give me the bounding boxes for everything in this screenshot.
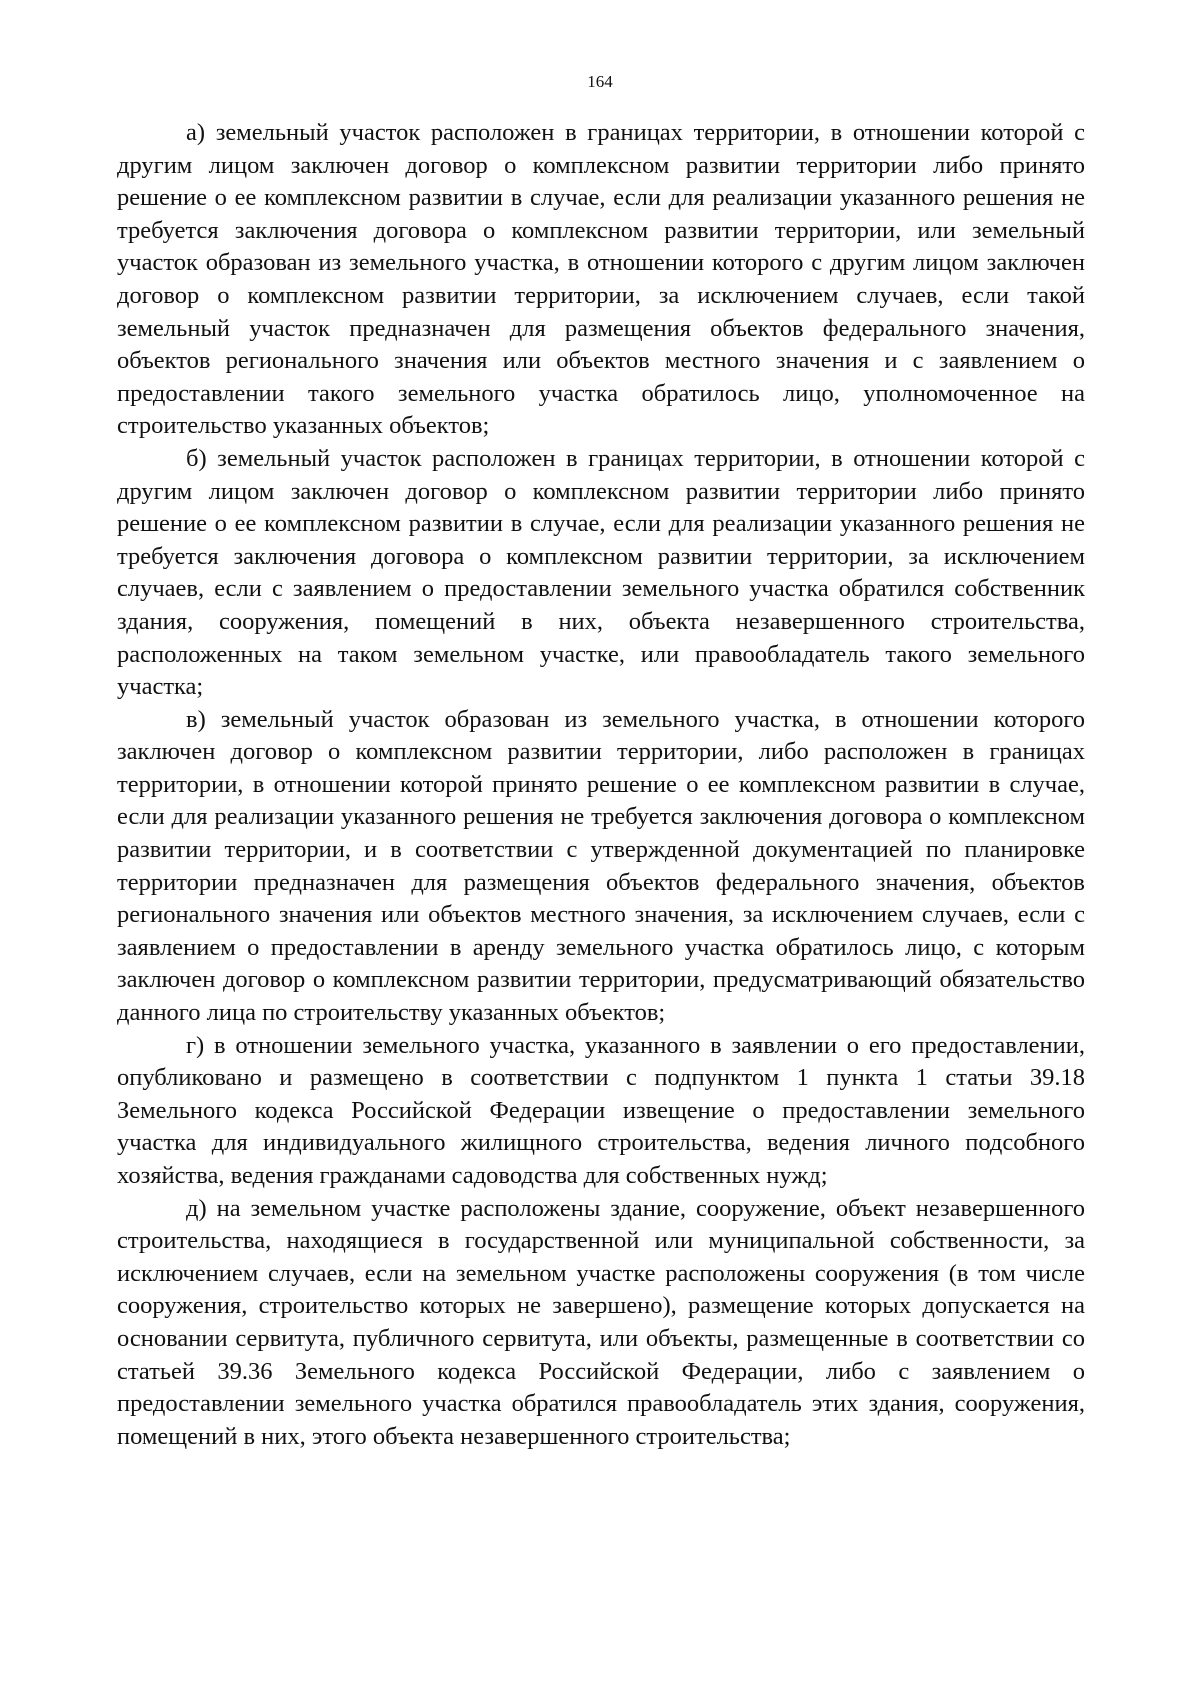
paragraph-d — [117, 1193, 1085, 1454]
paragraph-g-text: в отношении земельного участка, указанного в заявлении о его предоставлении, опубликовано и размещено в соответствии с подпунктом 1 пункта 1 статьи 39.18 Земельного кодекса Российской Федерации извещение о предоставлении земельного участка для индивидуального жилищного строительства, ведения личного подсобного хозяйства, ведения гражданами садоводства для собственных нужд; — [117, 1031, 1086, 1189]
document-body — [117, 117, 1085, 1453]
paragraph-b — [117, 443, 1085, 704]
paragraph-a-label: а) — [186, 119, 206, 146]
paragraph-d-text: на земельном участке расположены здание, сооружение, объект незавершенного строительства, находящиеся в государственной или муниципальной собственности, за исключением случаев, если на земельном участке расположены сооружения (в том числе сооружения, строительство которых не завершено), размещение которых допускается на основании сервитута, публичного сервитута, или объекты, размещенные в соответствии со статьей 39.36 Земельного кодекса Российской Федерации, либо с заявлением о предоставлении земельного участка обратился правообладатель этих здания, сооружения, помещений в них, этого объекта незавершенного строительства; — [117, 1194, 1086, 1450]
paragraph-v — [117, 704, 1085, 1030]
paragraph-d-label: д) — [186, 1194, 207, 1222]
paragraph-g-label: г) — [186, 1031, 205, 1059]
paragraph-b-text: земельный участок расположен в границах территории, в отношении которой с другим лицом заключен договор о комплексном развитии территории либо принято решение о ее комплексном развитии в случае, если для реализации указанного решения не требуется заключения договора о комплексном развитии территории, за исключением случаев, если с заявлением о предоставлении земельного участка обратился собственник здания, сооружения, помещений в них, объекта незавершенного строительства, расположенных на таком земельном участке, или правообладатель такого земельного участка; — [117, 444, 1085, 701]
paragraph-a-text: земельный участок расположен в границах территории, в отношении которой с другим лицом заключен договор о комплексном развитии территории либо принято решение о ее комплексном развитии в случае, если для реализации указанного решения не требуется заключения договора о комплексном развитии территории, или земельный участок образован из земельного участка, в отношении которого с другим лицом заключен договор о комплексном развитии территории, за исключением случаев, если такой земельный участок предназначен для размещения объектов федерального значения, объектов регионального значения или объектов местного значения и с заявлением о предоставлении такого земельного участка обратилось лицо, уполномоченное на строительство указанных объектов; — [117, 119, 1085, 440]
paragraph-b-label: б) — [186, 444, 207, 472]
page-number: 164 — [587, 72, 613, 91]
paragraph-g — [117, 1030, 1085, 1193]
paragraph-v-text: земельный участок образован из земельного участка, в отношении которого заключен договор о комплексном развитии территории, либо расположен в границах территории, в отношении которой принято решение о ее комплексном развитии в случае, если для реализации указанного решения не требуется заключения договора о комплексном развитии территории, и в соответствии с утвержденной документацией по планировке территории предназначен для размещения объектов федерального значения, объектов регионального значения или объектов местного значения, за исключением случаев, если с заявлением о предоставлении в аренду земельного участка обратилось лицо, с которым заключен договор о комплексном развитии территории, предусматривающий обязательство данного лица по строительству указанных объектов; — [117, 705, 1086, 1027]
paragraph-v-label: в) — [186, 705, 206, 733]
paragraph-a — [117, 117, 1085, 443]
